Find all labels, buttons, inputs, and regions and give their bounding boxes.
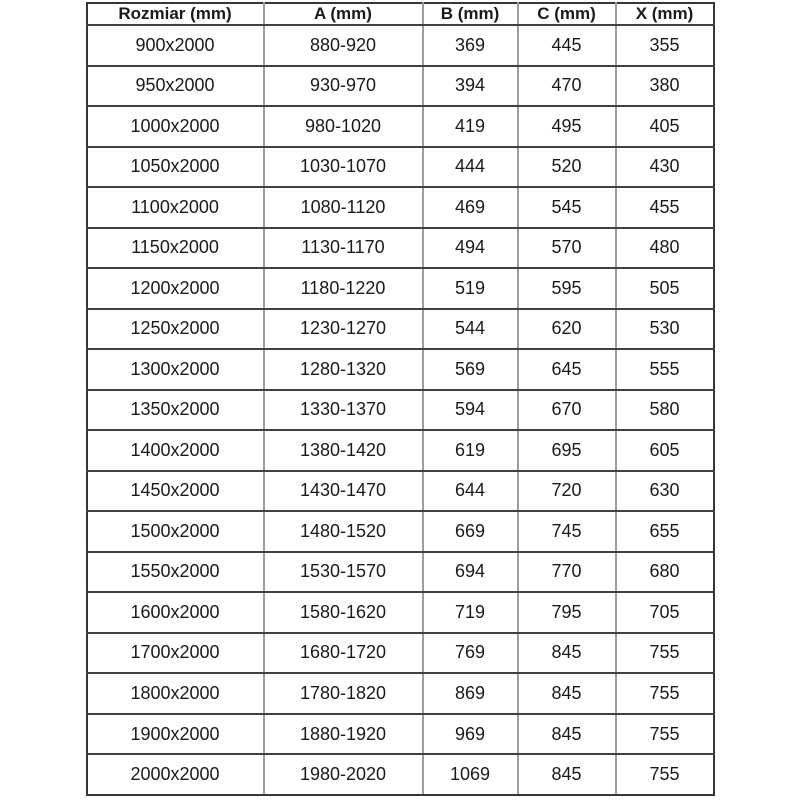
cell-rozmiar: 1600x2000: [87, 592, 264, 633]
cell-b: 869: [423, 673, 518, 714]
cell-x: 755: [616, 633, 714, 674]
cell-b: 394: [423, 66, 518, 107]
cell-b: 1069: [423, 754, 518, 795]
table-row: [87, 349, 714, 390]
cell-a: 1330-1370: [264, 390, 423, 431]
cell-x: 655: [616, 511, 714, 552]
table-row: [87, 187, 714, 228]
cell-a: 1180-1220: [264, 268, 423, 309]
cell-rozmiar: 1250x2000: [87, 309, 264, 350]
cell-rozmiar: 1350x2000: [87, 390, 264, 431]
table-row: [87, 106, 714, 147]
cell-a: 1530-1570: [264, 552, 423, 593]
cell-rozmiar: 1450x2000: [87, 471, 264, 512]
cell-c: 845: [518, 754, 616, 795]
cell-x: 580: [616, 390, 714, 431]
cell-b: 569: [423, 349, 518, 390]
cell-c: 720: [518, 471, 616, 512]
cell-rozmiar: 900x2000: [87, 25, 264, 66]
table-row: [87, 228, 714, 269]
col-header-rozmiar: Rozmiar (mm): [87, 3, 264, 25]
cell-a: 1980-2020: [264, 754, 423, 795]
cell-b: 669: [423, 511, 518, 552]
cell-c: 570: [518, 228, 616, 269]
cell-b: 719: [423, 592, 518, 633]
table-row: [87, 430, 714, 471]
cell-x: 755: [616, 673, 714, 714]
cell-rozmiar: 1800x2000: [87, 673, 264, 714]
cell-c: 845: [518, 633, 616, 674]
cell-c: 845: [518, 714, 616, 755]
col-header-a: A (mm): [264, 3, 423, 25]
cell-b: 444: [423, 147, 518, 188]
cell-c: 445: [518, 25, 616, 66]
table-row: [87, 25, 714, 66]
cell-rozmiar: 1200x2000: [87, 268, 264, 309]
cell-a: 1430-1470: [264, 471, 423, 512]
cell-x: 755: [616, 714, 714, 755]
table-row: [87, 66, 714, 107]
cell-x: 505: [616, 268, 714, 309]
cell-c: 645: [518, 349, 616, 390]
col-header-c: C (mm): [518, 3, 616, 25]
cell-a: 1380-1420: [264, 430, 423, 471]
cell-b: 969: [423, 714, 518, 755]
cell-b: 694: [423, 552, 518, 593]
cell-b: 594: [423, 390, 518, 431]
cell-a: 880-920: [264, 25, 423, 66]
cell-rozmiar: 1500x2000: [87, 511, 264, 552]
cell-a: 1580-1620: [264, 592, 423, 633]
cell-x: 480: [616, 228, 714, 269]
cell-c: 795: [518, 592, 616, 633]
table-row: [87, 309, 714, 350]
table-row: [87, 754, 714, 795]
table-row: [87, 552, 714, 593]
cell-x: 755: [616, 754, 714, 795]
cell-c: 495: [518, 106, 616, 147]
cell-a: 1280-1320: [264, 349, 423, 390]
table-row: [87, 471, 714, 512]
cell-c: 845: [518, 673, 616, 714]
cell-c: 770: [518, 552, 616, 593]
cell-x: 605: [616, 430, 714, 471]
cell-rozmiar: 1300x2000: [87, 349, 264, 390]
table-row: [87, 511, 714, 552]
cell-x: 405: [616, 106, 714, 147]
cell-rozmiar: 1100x2000: [87, 187, 264, 228]
cell-rozmiar: 1900x2000: [87, 714, 264, 755]
cell-c: 620: [518, 309, 616, 350]
cell-a: 1880-1920: [264, 714, 423, 755]
cell-b: 544: [423, 309, 518, 350]
cell-b: 419: [423, 106, 518, 147]
cell-rozmiar: 1700x2000: [87, 633, 264, 674]
size-table: [86, 2, 715, 796]
table-row: [87, 633, 714, 674]
cell-rozmiar: 2000x2000: [87, 754, 264, 795]
cell-b: 494: [423, 228, 518, 269]
cell-x: 380: [616, 66, 714, 107]
cell-a: 1030-1070: [264, 147, 423, 188]
cell-rozmiar: 1550x2000: [87, 552, 264, 593]
cell-c: 520: [518, 147, 616, 188]
cell-a: 1230-1270: [264, 309, 423, 350]
cell-a: 1780-1820: [264, 673, 423, 714]
cell-b: 519: [423, 268, 518, 309]
cell-x: 455: [616, 187, 714, 228]
table-row: [87, 673, 714, 714]
cell-b: 369: [423, 25, 518, 66]
cell-x: 630: [616, 471, 714, 512]
cell-a: 1130-1170: [264, 228, 423, 269]
cell-x: 705: [616, 592, 714, 633]
cell-rozmiar: 950x2000: [87, 66, 264, 107]
cell-rozmiar: 1050x2000: [87, 147, 264, 188]
cell-x: 530: [616, 309, 714, 350]
cell-x: 680: [616, 552, 714, 593]
table-row: [87, 268, 714, 309]
cell-c: 745: [518, 511, 616, 552]
table-row: [87, 592, 714, 633]
cell-a: 1680-1720: [264, 633, 423, 674]
cell-c: 595: [518, 268, 616, 309]
cell-b: 469: [423, 187, 518, 228]
cell-a: 980-1020: [264, 106, 423, 147]
cell-b: 644: [423, 471, 518, 512]
cell-c: 470: [518, 66, 616, 107]
cell-rozmiar: 1400x2000: [87, 430, 264, 471]
table-row: [87, 147, 714, 188]
cell-rozmiar: 1150x2000: [87, 228, 264, 269]
cell-x: 430: [616, 147, 714, 188]
cell-x: 555: [616, 349, 714, 390]
col-header-x: X (mm): [616, 3, 714, 25]
cell-a: 1480-1520: [264, 511, 423, 552]
cell-rozmiar: 1000x2000: [87, 106, 264, 147]
cell-a: 1080-1120: [264, 187, 423, 228]
table-row: [87, 714, 714, 755]
cell-a: 930-970: [264, 66, 423, 107]
cell-b: 769: [423, 633, 518, 674]
cell-c: 695: [518, 430, 616, 471]
cell-x: 355: [616, 25, 714, 66]
table-row: [87, 390, 714, 431]
cell-b: 619: [423, 430, 518, 471]
cell-c: 545: [518, 187, 616, 228]
col-header-b: B (mm): [423, 3, 518, 25]
cell-c: 670: [518, 390, 616, 431]
header-row: [87, 3, 714, 25]
